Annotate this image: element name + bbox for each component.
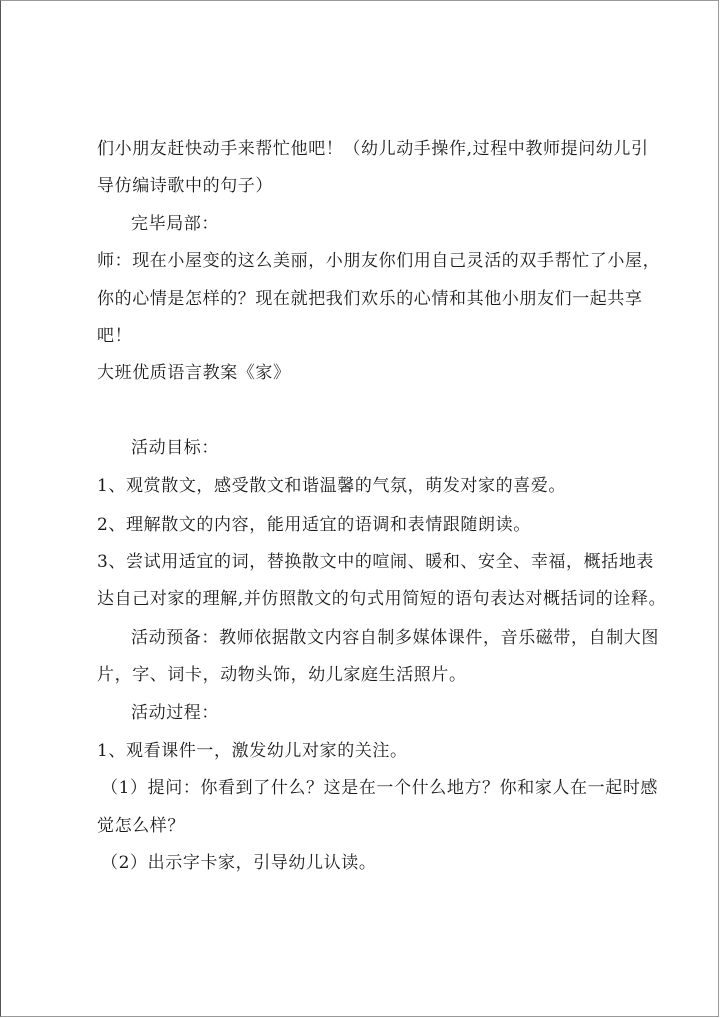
paragraph-line: 达自己对家的理解,并仿照散文的句式用简短的语句表达对概括词的诠释。 — [97, 589, 667, 609]
list-item: 1、观看课件一，激发幼儿对家的关注。 — [97, 741, 408, 761]
list-item: （1）提问：你看到了什么？这是在一个什么地方？你和家人在一起时感 — [101, 778, 659, 798]
paragraph-line: 导仿编诗歌中的句子） — [97, 176, 273, 196]
list-item: （2）出示字卡家，引导幼儿认读。 — [101, 853, 377, 873]
paragraph-line: 片，字、词卡，动物头饰，幼儿家庭生活照片。 — [97, 665, 467, 685]
section-heading: 活动预备：教师依据散文内容自制多媒体课件，音乐磁带，自制大图 — [131, 628, 659, 648]
paragraph-line: 们小朋友赶快动手来帮忙他吧！（幼儿动手操作,过程中教师提问幼儿引 — [97, 139, 649, 159]
paragraph-line: 觉怎么样？ — [97, 816, 185, 836]
list-item: 2、理解散文的内容，能用适宜的语调和表情跟随朗读。 — [97, 515, 531, 535]
list-item: 3、尝试用适宜的词，替换散文中的喧闹、暖和、安全、幸福，概括地表 — [97, 552, 655, 572]
section-heading: 活动过程： — [131, 703, 219, 723]
list-item: 1、观赏散文，感受散文和谐温馨的气氛，萌发对家的喜爱。 — [97, 476, 567, 496]
lesson-title: 大班优质语言教案《家》 — [97, 363, 291, 383]
section-heading: 活动目标： — [131, 438, 219, 458]
paragraph-line: 你的心情是怎样的？现在就把我们欢乐的心情和其他小朋友们一起共享 — [97, 289, 643, 309]
section-heading: 完毕局部： — [131, 214, 219, 234]
paragraph-line: 师：现在小屋变的这么美丽，小朋友你们用自己灵活的双手帮忙了小屋， — [97, 251, 661, 271]
paragraph-line: 吧！ — [97, 326, 133, 346]
